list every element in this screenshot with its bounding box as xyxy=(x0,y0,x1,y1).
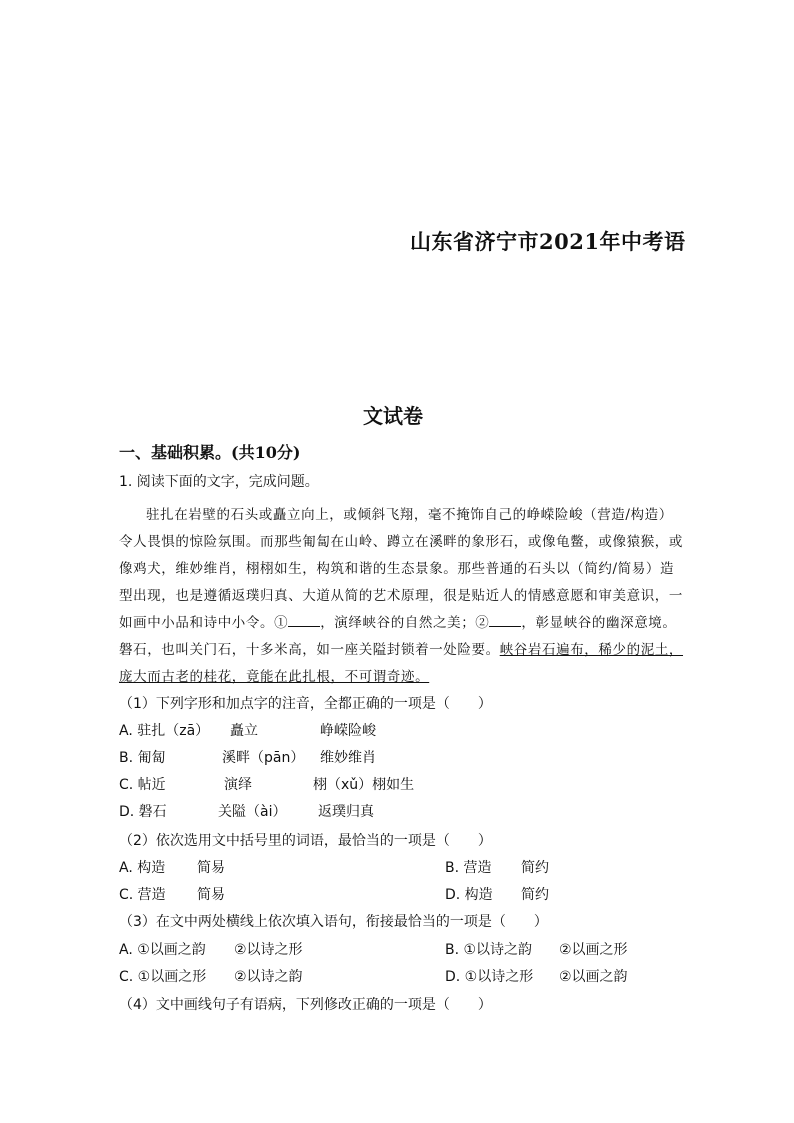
reading-passage xyxy=(119,502,685,691)
option-b-word: ②以画之形 xyxy=(559,942,628,958)
option-row xyxy=(119,746,376,770)
fill-blank-1 xyxy=(288,612,320,627)
passage-text: 磐石，也叫关门石，十多米高，如一座关隘封锁着一处险要。 xyxy=(119,642,500,658)
option-d-word: ②以画之韵 xyxy=(559,969,628,985)
option-b-word: 维妙维肖 xyxy=(320,750,376,766)
passage-line: 型出现，也是遵循返璞归真、大道从简的艺术原理，很是贴近人的情感意愿和审美意识，一 xyxy=(119,588,683,604)
passage-line xyxy=(119,610,685,637)
option-row xyxy=(119,965,685,989)
option-c-word: ②以诗之韵 xyxy=(234,969,303,985)
option-d[interactable]: D. ①以诗之形 xyxy=(445,969,534,985)
question-1-4-stem: （4）文中画线句子有语病，下列修改正确的一项是（ ） xyxy=(119,997,492,1013)
passage-line xyxy=(119,637,685,664)
option-a-word: 简易 xyxy=(197,860,225,876)
option-row xyxy=(119,883,685,907)
option-b-word: 简约 xyxy=(521,860,549,876)
option-d[interactable]: D. 构造 xyxy=(445,887,493,903)
exam-title-line1: 山东省济宁市2021年中考语 xyxy=(410,229,686,254)
option-a-word: 矗立 xyxy=(230,723,258,739)
option-a-word: ②以诗之形 xyxy=(234,942,303,958)
passage-line: 驻扎在岩壁的石头或矗立向上，或倾斜飞翔，毫不掩饰自己的峥嵘险峻（营造/构造） xyxy=(146,507,673,523)
exam-title-line2: 文试卷 xyxy=(363,404,423,428)
option-row xyxy=(119,800,374,824)
option-row xyxy=(119,938,685,962)
option-d-word: 简约 xyxy=(521,887,549,903)
option-c[interactable]: C. 营造 xyxy=(119,887,166,903)
option-a[interactable]: A. ①以画之韵 xyxy=(119,942,206,958)
passage-text: ，彰显峡谷的幽深意境。 xyxy=(521,615,677,631)
underlined-sentence: 庞大而古老的桂花，竟能在此扎根，不可谓奇迹。 xyxy=(119,669,430,685)
passage-line xyxy=(119,664,685,691)
passage-text: ，演绎峡谷的自然之美；② xyxy=(320,615,490,631)
option-b[interactable]: B. 匍匐 xyxy=(119,750,166,766)
option-b[interactable]: B. ①以诗之韵 xyxy=(445,942,533,958)
option-row xyxy=(119,856,685,880)
passage-line: 令人畏惧的惊险氛围。而那些匍匐在山岭、蹲立在溪畔的象形石，或像龟鳖，或像猿猴，或 xyxy=(119,534,683,550)
option-d[interactable]: D. 磐石 xyxy=(119,804,167,820)
question-1-intro: 1. 阅读下面的文字，完成问题。 xyxy=(119,474,319,490)
option-row xyxy=(119,773,414,797)
section-heading: 一、基础积累。(共10分) xyxy=(119,443,301,462)
option-c-word: 栩（xǔ）栩如生 xyxy=(313,777,415,793)
option-b-word: 溪畔（pān） xyxy=(222,750,305,766)
passage-text: 如画中小品和诗中小令。① xyxy=(119,615,289,631)
option-a[interactable]: A. 驻扎（zā） xyxy=(119,723,210,739)
option-c-word: 演绎 xyxy=(224,777,252,793)
option-a[interactable]: A. 构造 xyxy=(119,860,166,876)
option-c[interactable]: C. 帖近 xyxy=(119,777,166,793)
option-d-word: 关隘（ài） xyxy=(218,804,287,820)
option-b[interactable]: B. 营造 xyxy=(445,860,492,876)
question-1-1-stem: （1）下列字形和加点字的注音，全都正确的一项是（ ） xyxy=(119,696,492,712)
option-row xyxy=(119,719,376,743)
underlined-sentence: 峡谷岩石遍布，稀少的泥土， xyxy=(499,642,684,658)
question-1-3-stem: （3）在文中两处横线上依次填入语句，衔接最恰当的一项是（ ） xyxy=(119,914,548,930)
fill-blank-2 xyxy=(489,612,521,627)
option-c-word: 简易 xyxy=(197,887,225,903)
option-c[interactable]: C. ①以画之形 xyxy=(119,969,207,985)
option-d-word: 返璞归真 xyxy=(318,804,374,820)
option-a-word: 峥嵘险峻 xyxy=(320,723,376,739)
passage-line: 像鸡犬，维妙维肖，栩栩如生，构筑和谐的生态景象。那些普通的石头以（简约/简易）造 xyxy=(119,561,675,577)
question-1-2-stem: （2）依次选用文中括号里的词语，最恰当的一项是（ ） xyxy=(119,833,492,849)
